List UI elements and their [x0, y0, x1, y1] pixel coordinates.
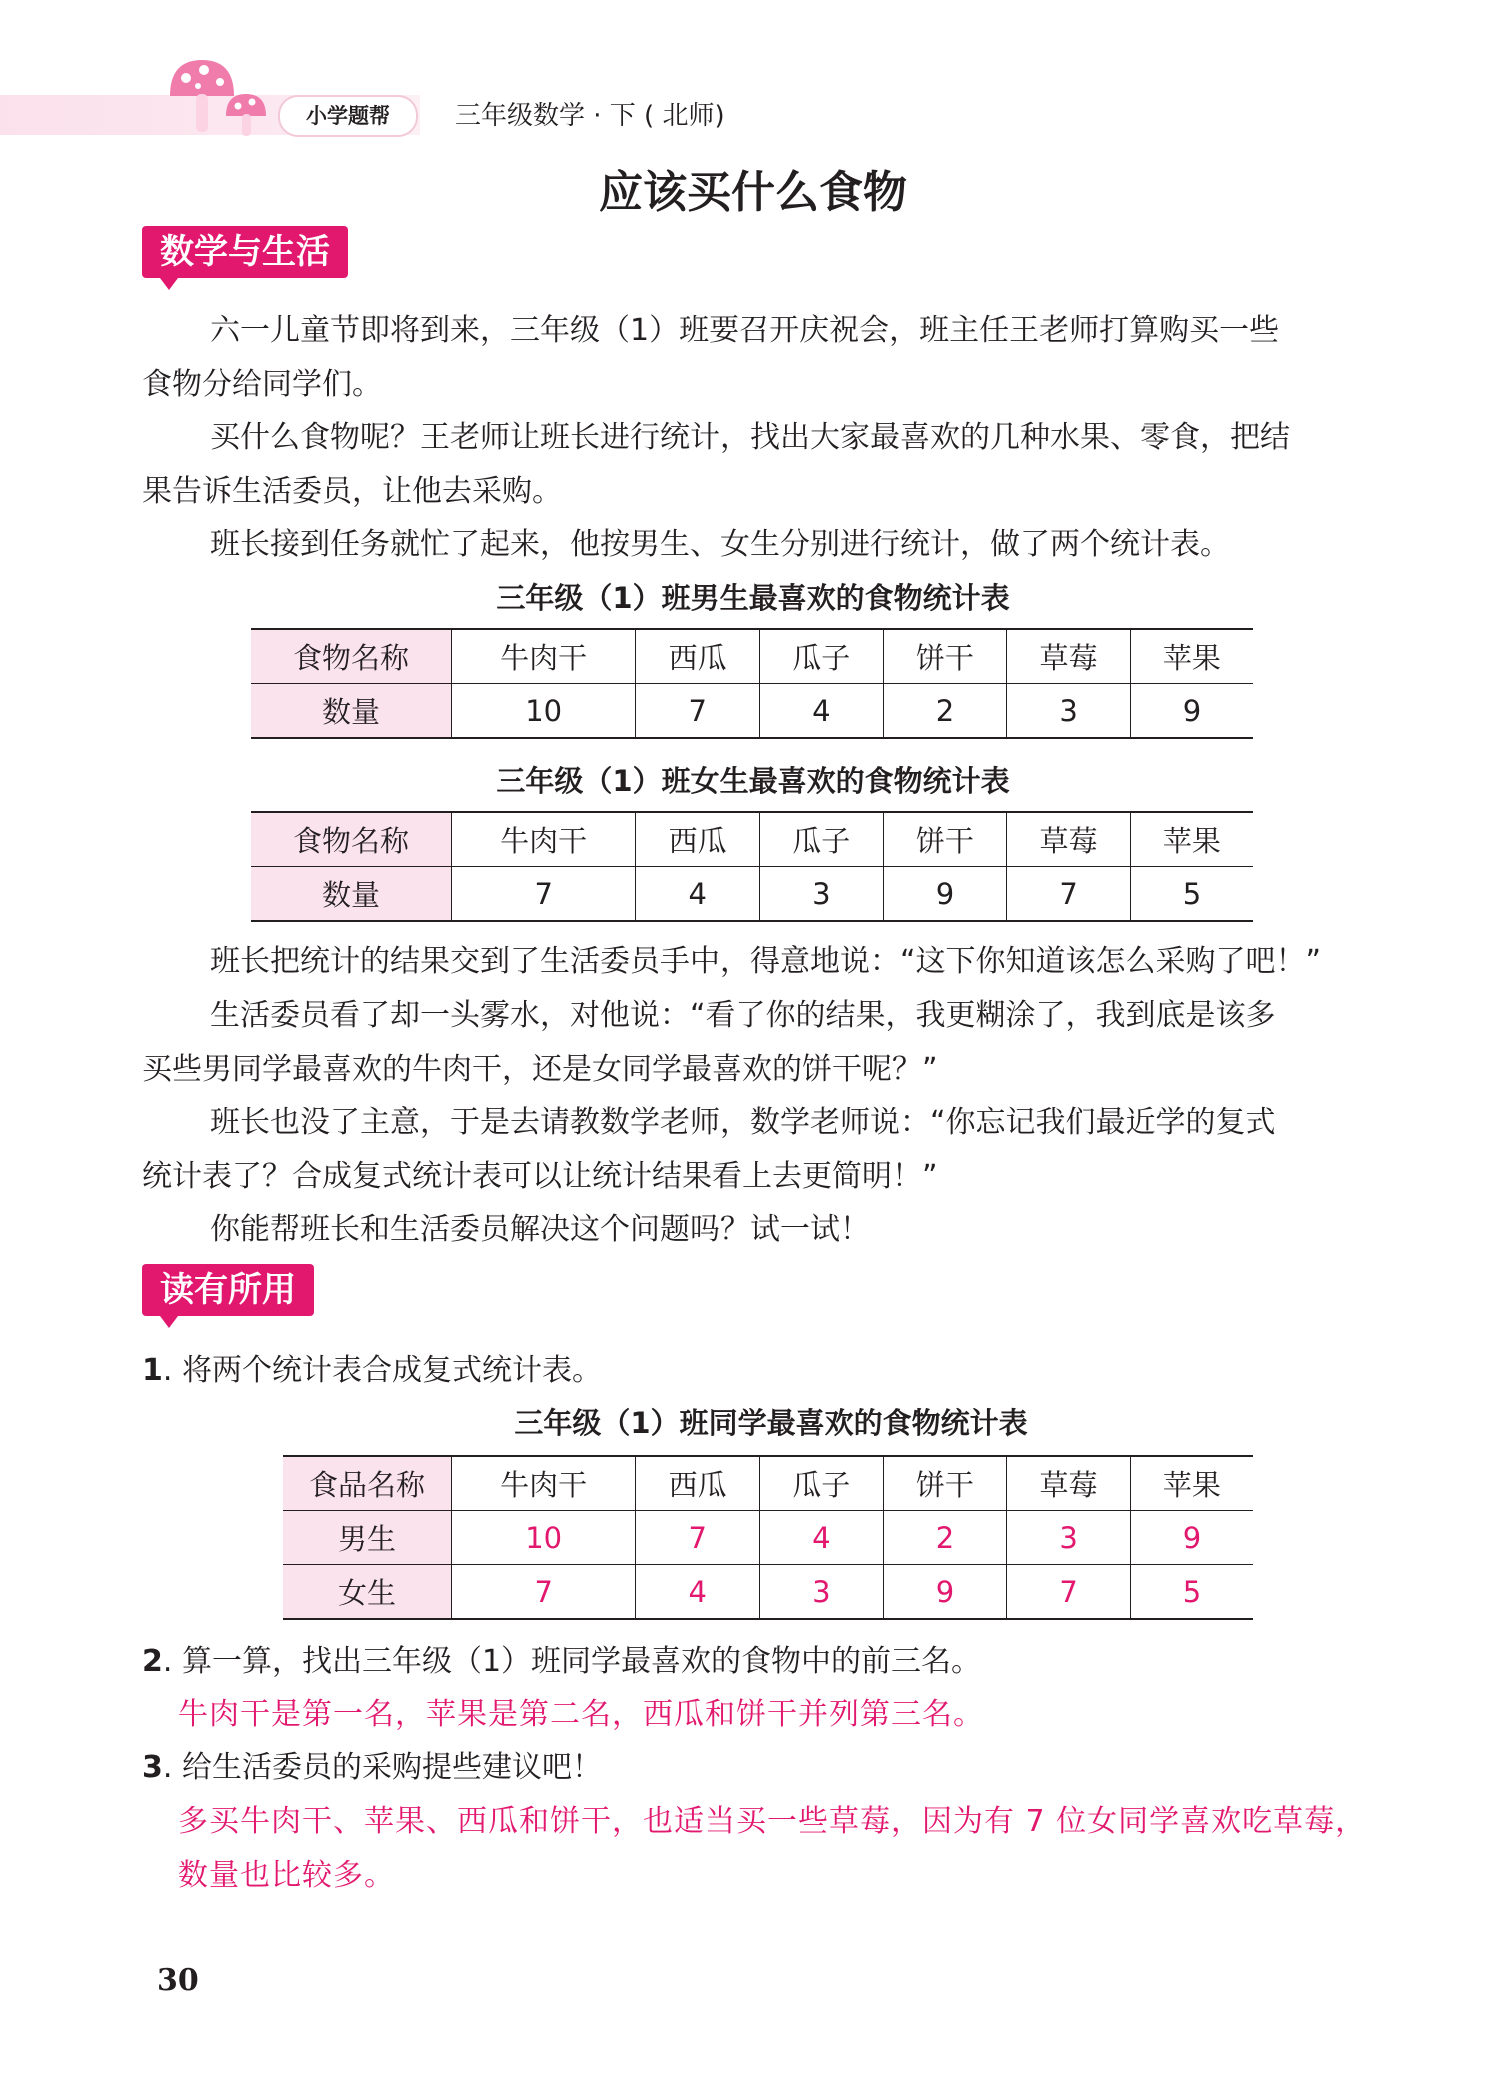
answer-3-line-1: 多买牛肉干、苹果、西瓜和饼干，也适当买一些草莓，因为有 7 位女同学喜欢吃草莓，: [178, 1804, 1367, 1839]
row-label: 女生: [283, 1565, 452, 1620]
item-cell: 西瓜: [636, 629, 760, 684]
mushroom-logo-icon: [160, 54, 290, 144]
answer-cell: 2: [883, 1511, 1007, 1565]
answer-cell: 7: [636, 1511, 760, 1565]
answer-cell: 9: [883, 1565, 1007, 1620]
answer-3-line-2: 数量也比较多。: [178, 1858, 395, 1893]
question-2: 2. 算一算，找出三年级（1）班同学最喜欢的食物中的前三名。: [142, 1644, 982, 1679]
value-cell: 5: [1130, 867, 1253, 922]
item-cell: 牛肉干: [452, 812, 636, 867]
row-label: 男生: [283, 1511, 452, 1565]
table-row: [251, 684, 1253, 739]
item-cell: 西瓜: [636, 812, 760, 867]
story-paragraph-4: 你能帮班长和生活委员解决这个问题吗？试一试！: [210, 1212, 870, 1247]
answer-cell: 3: [1007, 1511, 1131, 1565]
question-1: 1. 将两个统计表合成复式统计表。: [142, 1353, 602, 1388]
combined-table: [283, 1455, 1253, 1620]
story-paragraph-2: 生活委员看了却一头雾水，对他说：“看了你的结果，我更糊涂了，我到底是该多 买些男同学最喜欢的牛肉干，还是女同学最喜欢的饼干呢？”: [142, 998, 1276, 1087]
item-cell: 草莓: [1007, 629, 1131, 684]
story-paragraph-1: 班长把统计的结果交到了生活委员手中，得意地说：“这下你知道该怎么采购了吧！”: [210, 944, 1322, 979]
item-cell: 瓜子: [760, 812, 884, 867]
answer-cell: 9: [1130, 1511, 1253, 1565]
value-cell: 4: [760, 684, 884, 739]
value-cell: 3: [1007, 684, 1131, 739]
series-label: 小学题帮: [306, 104, 390, 128]
item-cell: 饼干: [883, 629, 1007, 684]
section-tag-read-use: 读有所用: [142, 1264, 314, 1316]
item-cell: 苹果: [1130, 629, 1253, 684]
table-row: [283, 1511, 1253, 1565]
table-header-row: [251, 629, 1253, 684]
row-label: 数量: [251, 867, 452, 922]
series-badge: [278, 95, 418, 137]
item-cell: 饼干: [883, 812, 1007, 867]
item-cell: 草莓: [1007, 1456, 1131, 1511]
value-cell: 4: [636, 867, 760, 922]
table-row: [283, 1565, 1253, 1620]
item-cell: 瓜子: [760, 629, 884, 684]
answer-cell: 4: [636, 1565, 760, 1620]
table-header-row: [251, 812, 1253, 867]
question-3: 3. 给生活委员的采购提些建议吧！: [142, 1750, 602, 1785]
answer-cell: 4: [760, 1511, 884, 1565]
value-cell: 7: [1007, 867, 1131, 922]
value-cell: 9: [883, 867, 1007, 922]
answer-cell: 10: [452, 1511, 636, 1565]
paragraph-3: 班长接到任务就忙了起来，他按男生、女生分别进行统计，做了两个统计表。: [210, 527, 1230, 562]
section-tag-math-life: 数学与生活: [142, 226, 348, 278]
answer-2: 牛肉干是第一名，苹果是第二名，西瓜和饼干并列第三名。: [178, 1697, 984, 1732]
girls-table: [251, 811, 1253, 922]
girls-table-title: 三年级（1）班女生最喜欢的食物统计表: [496, 764, 1010, 798]
paragraph-2: 买什么食物呢？王老师让班长进行统计，找出大家最喜欢的几种水果、零食，把结 果告诉生活委员，让他去采购。: [142, 420, 1290, 509]
item-cell: 草莓: [1007, 812, 1131, 867]
paragraph-1: 六一儿童节即将到来，三年级（1）班要召开庆祝会，班主任王老师打算购买一些 食物分给同学们。: [142, 313, 1280, 402]
item-cell: 牛肉干: [452, 1456, 636, 1511]
table-header-row: [283, 1456, 1253, 1511]
boys-table-title: 三年级（1）班男生最喜欢的食物统计表: [496, 581, 1010, 615]
table-row: [251, 867, 1253, 922]
answer-cell: 3: [760, 1565, 884, 1620]
item-cell: 牛肉干: [452, 629, 636, 684]
header-label: 食物名称: [251, 629, 452, 684]
value-cell: 7: [636, 684, 760, 739]
item-cell: 饼干: [883, 1456, 1007, 1511]
row-label: 数量: [251, 684, 452, 739]
page-number: 30: [157, 1963, 199, 1998]
value-cell: 9: [1130, 684, 1253, 739]
item-cell: 苹果: [1130, 1456, 1253, 1511]
answer-cell: 7: [452, 1565, 636, 1620]
item-cell: 瓜子: [760, 1456, 884, 1511]
value-cell: 2: [883, 684, 1007, 739]
value-cell: 3: [760, 867, 884, 922]
value-cell: 10: [452, 684, 636, 739]
header-label: 食物名称: [251, 812, 452, 867]
book-title: 三年级数学 · 下 ( 北师): [455, 101, 725, 131]
item-cell: 西瓜: [636, 1456, 760, 1511]
header-label: 食品名称: [283, 1456, 452, 1511]
combined-table-title: 三年级（1）班同学最喜欢的食物统计表: [514, 1406, 1028, 1440]
answer-cell: 5: [1130, 1565, 1253, 1620]
page-title: 应该买什么食物: [599, 167, 907, 218]
answer-cell: 7: [1007, 1565, 1131, 1620]
story-paragraph-3: 班长也没了主意，于是去请教数学老师，数学老师说：“你忘记我们最近学的复式 统计表了？合成复式统计表可以让统计结果看上去更简明！”: [142, 1105, 1276, 1194]
value-cell: 7: [452, 867, 636, 922]
boys-table: [251, 628, 1253, 739]
item-cell: 苹果: [1130, 812, 1253, 867]
